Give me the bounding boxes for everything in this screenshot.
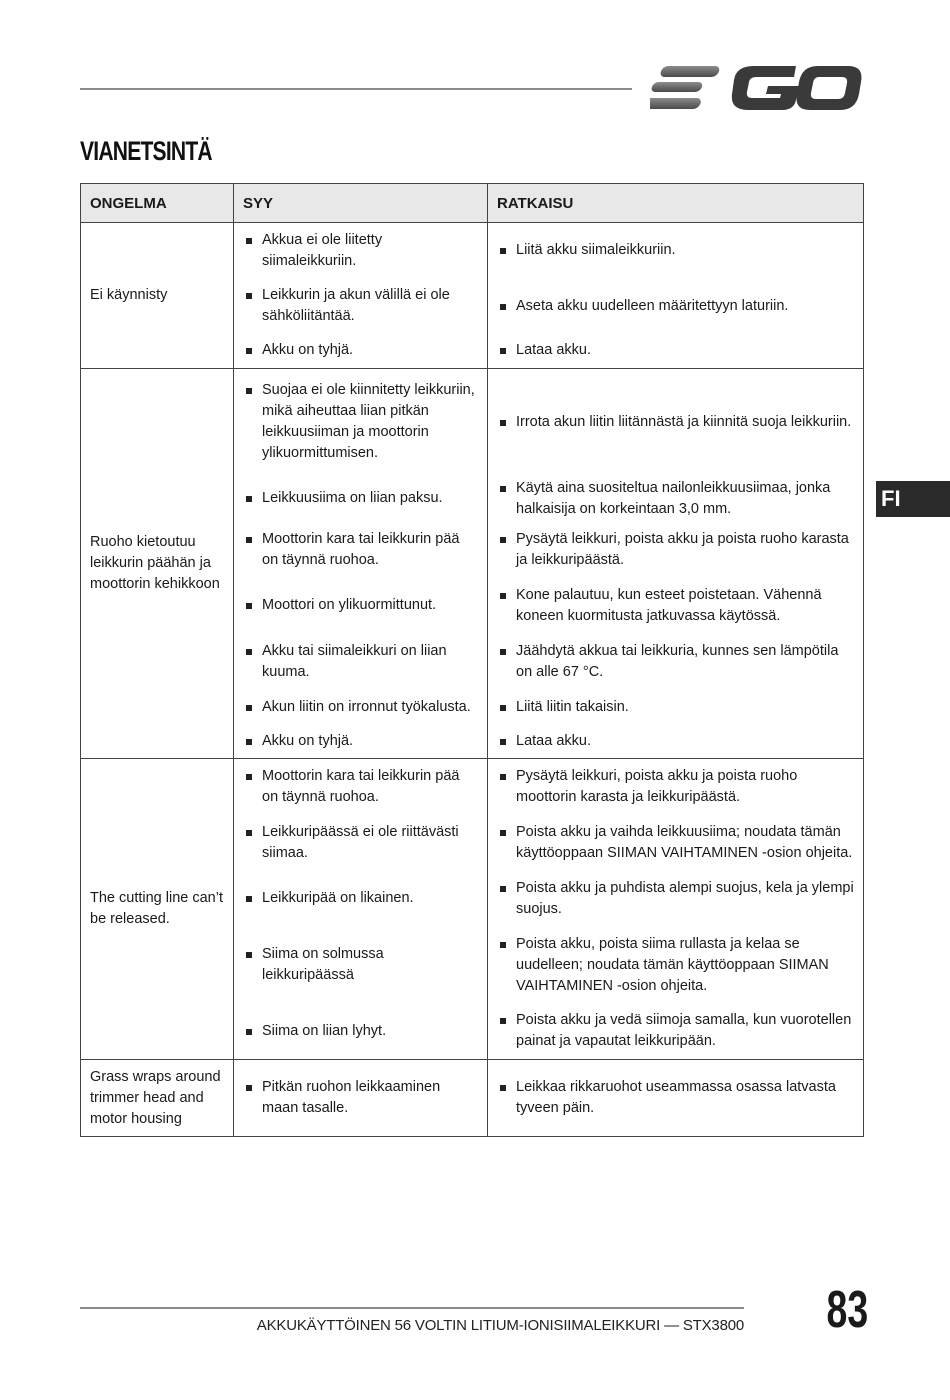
cause-item	[234, 731, 487, 752]
cause-item	[234, 822, 487, 864]
cause-cell	[234, 578, 488, 634]
solution-item	[488, 585, 863, 627]
cause-cell	[234, 927, 488, 1004]
solution-cell	[488, 871, 864, 927]
cause-item	[234, 529, 487, 571]
bullet-icon	[500, 739, 506, 745]
solution-text: Liitä akku siimaleikkuriin.	[516, 242, 676, 259]
solution-cell	[488, 690, 864, 725]
bullet-icon	[246, 293, 252, 299]
bullet-icon	[246, 1029, 252, 1035]
bullet-icon	[500, 942, 506, 948]
cause-text: Akun liitin on irronnut työkalusta.	[262, 698, 471, 715]
solution-item	[488, 296, 863, 317]
footer-rule	[80, 1307, 744, 1309]
cause-cell	[234, 634, 488, 690]
solution-item	[488, 697, 863, 718]
cause-cell	[234, 1060, 488, 1137]
solution-cell	[488, 927, 864, 1004]
solution-item	[488, 478, 863, 520]
problem-cell: Ei käynnisty	[81, 223, 234, 369]
solution-text: Poista akku, poista siima rullasta ja kelaa se uudelleen; noudata tämän käyttöoppaan SIIMAN VAIHTAMINEN -osion ohjeita.	[516, 935, 829, 994]
cause-text: Akku on tyhjä.	[262, 732, 354, 749]
solution-cell	[488, 334, 864, 369]
cause-item	[234, 380, 487, 464]
bullet-icon	[500, 593, 506, 599]
table-row	[81, 223, 864, 279]
solution-item	[488, 878, 863, 920]
bullet-icon	[246, 238, 252, 244]
cause-text: Akku tai siimaleikkuri on liian kuuma.	[262, 642, 447, 680]
bullet-icon	[500, 774, 506, 780]
bullet-icon	[246, 603, 252, 609]
cause-cell	[234, 279, 488, 334]
bullet-icon	[500, 420, 506, 426]
cause-cell	[234, 1004, 488, 1060]
solution-item	[488, 822, 863, 864]
problem-cell: The cutting line can’t be released.	[81, 759, 234, 1060]
section-title: VIANETSINTÄ	[80, 136, 212, 166]
footer-title: AKKUKÄYTTÖINEN 56 VOLTIN LITIUM-IONISIIMALEIKKURI — STX3800	[256, 1317, 744, 1334]
solution-text: Lataa akku.	[516, 732, 591, 749]
bullet-icon	[246, 705, 252, 711]
cause-text: Siima on liian lyhyt.	[262, 1022, 387, 1039]
cause-item	[234, 641, 487, 683]
solution-cell	[488, 578, 864, 634]
solution-item	[488, 731, 863, 752]
solution-cell	[488, 1060, 864, 1137]
cause-cell	[234, 334, 488, 369]
solution-item	[488, 1010, 863, 1052]
solution-text: Irrota akun liitin liitännästä ja kiinnitä suoja leikkuriin.	[516, 413, 852, 430]
bullet-icon	[500, 649, 506, 655]
cause-text: Moottori on ylikuormittunut.	[262, 597, 437, 613]
bullet-icon	[500, 705, 506, 711]
page-number: 83	[826, 1281, 869, 1339]
solution-item	[488, 1077, 863, 1119]
cause-item	[234, 285, 487, 327]
bullet-icon	[246, 774, 252, 780]
cause-text: Leikkuripäässä ei ole riittävästi siimaa.	[262, 823, 459, 861]
cause-text: Suojaa ei ole kiinnitetty leikkuriin, mikä aiheuttaa liian pitkän leikkuusiiman ja moottorin ylikuormittumisen.	[262, 382, 475, 462]
problem-cell: Ruoho kietoutuu leikkurin päähän ja moottorin kehikkoon	[81, 369, 234, 759]
cause-cell	[234, 522, 488, 578]
language-tab: FI	[876, 481, 950, 517]
cause-item	[234, 697, 487, 718]
solution-text: Käytä aina suositeltua nailonleikkuusiimaa, jonka halkaisija on korkeintaan 3,0 mm.	[516, 479, 831, 517]
column-header-cause: SYY	[234, 184, 488, 223]
cause-item	[234, 1077, 487, 1119]
bullet-icon	[246, 496, 252, 502]
solution-text: Poista akku ja vaihda leikkuusiima; noudata tämän käyttöoppaan SIIMAN VAIHTAMINEN -osion ohjeita.	[516, 823, 853, 861]
solution-item	[488, 340, 863, 361]
solution-text: Lataa akku.	[516, 342, 591, 359]
table-row	[81, 1060, 864, 1137]
bullet-icon	[246, 388, 252, 394]
troubleshooting-table	[80, 183, 864, 1137]
solution-item	[488, 529, 863, 571]
ego-logo-icon	[650, 62, 862, 114]
cause-item	[234, 595, 487, 616]
bullet-icon	[500, 248, 506, 254]
table-row	[81, 369, 864, 476]
problem-cell: Grass wraps around trimmer head and motor housing	[81, 1060, 234, 1137]
bullet-icon	[500, 537, 506, 543]
cause-text: Leikkuripää on likainen.	[262, 890, 414, 906]
solution-cell	[488, 223, 864, 279]
cause-cell	[234, 476, 488, 522]
solution-item	[488, 240, 863, 261]
table-header-row	[81, 184, 864, 223]
solution-cell	[488, 279, 864, 334]
solution-cell	[488, 369, 864, 476]
cause-cell	[234, 759, 488, 815]
solution-cell	[488, 815, 864, 871]
cause-item	[234, 766, 487, 808]
solution-cell	[488, 725, 864, 759]
cause-cell	[234, 725, 488, 759]
cause-cell	[234, 871, 488, 927]
solution-item	[488, 766, 863, 808]
cause-text: Leikkuusiima on liian paksu.	[262, 490, 443, 506]
cause-text: Moottorin kara tai leikkurin pää on täynnä ruohoa.	[262, 767, 460, 805]
cause-cell	[234, 369, 488, 476]
bullet-icon	[500, 830, 506, 836]
solution-text: Aseta akku uudelleen määritettyyn laturiin.	[516, 297, 789, 314]
bullet-icon	[246, 348, 252, 354]
cause-item	[234, 944, 487, 986]
solution-item	[488, 934, 863, 997]
solution-text: Pysäytä leikkuri, poista akku ja poista ruoho karasta ja leikkuripäästä.	[516, 530, 849, 568]
cause-text: Akkua ei ole liitetty siimaleikkuriin.	[262, 231, 383, 269]
header-rule	[80, 88, 632, 90]
cause-text: Pitkän ruohon leikkaaminen maan tasalle.	[262, 1079, 441, 1116]
solution-cell	[488, 476, 864, 522]
cause-text: Siima on solmussa leikkuripäässä	[262, 946, 384, 983]
solution-text: Jäähdytä akkua tai leikkuria, kunnes sen lämpötila on alle 67 °C.	[516, 642, 839, 680]
bullet-icon	[500, 486, 506, 492]
bullet-icon	[246, 739, 252, 745]
solution-text: Liitä liitin takaisin.	[516, 698, 629, 715]
bullet-icon	[500, 1085, 506, 1091]
bullet-icon	[500, 886, 506, 892]
solution-text: Pysäytä leikkuri, poista akku ja poista ruoho moottorin karasta ja leikkuripäästä.	[516, 767, 798, 805]
solution-item	[488, 412, 863, 433]
bullet-icon	[500, 1018, 506, 1024]
cause-cell	[234, 223, 488, 279]
cause-text: Leikkurin ja akun välillä ei ole sähköliitäntää.	[262, 287, 450, 324]
solution-cell	[488, 759, 864, 815]
table-row	[81, 759, 864, 815]
bullet-icon	[246, 537, 252, 543]
solution-cell	[488, 1004, 864, 1060]
cause-item	[234, 230, 487, 272]
cause-cell	[234, 815, 488, 871]
solution-item	[488, 641, 863, 683]
bullet-icon	[246, 896, 252, 902]
column-header-solution: RATKAISU	[488, 184, 864, 223]
bullet-icon	[500, 304, 506, 310]
cause-item	[234, 488, 487, 509]
bullet-icon	[246, 649, 252, 655]
solution-text: Poista akku ja puhdista alempi suojus, kela ja ylempi suojus.	[516, 879, 854, 917]
solution-text: Leikkaa rikkaruohot useammassa osassa latvasta tyveen päin.	[516, 1079, 836, 1116]
solution-text: Kone palautuu, kun esteet poistetaan. Vähennä koneen kuormitusta jatkuvassa käytössä.	[516, 586, 822, 624]
brand-logo	[650, 62, 862, 114]
bullet-icon	[500, 348, 506, 354]
cause-item	[234, 1021, 487, 1042]
solution-text: Poista akku ja vedä siimoja samalla, kun vuorotellen painat ja vapautat leikkuripään.	[516, 1012, 852, 1050]
solution-cell	[488, 522, 864, 578]
bullet-icon	[246, 1085, 252, 1091]
cause-text: Moottorin kara tai leikkurin pää on täynnä ruohoa.	[262, 530, 460, 568]
cause-text: Akku on tyhjä.	[262, 342, 354, 359]
cause-item	[234, 888, 487, 909]
bullet-icon	[246, 830, 252, 836]
cause-item	[234, 340, 487, 361]
column-header-problem: ONGELMA	[81, 184, 234, 223]
bullet-icon	[246, 952, 252, 958]
solution-cell	[488, 634, 864, 690]
cause-cell	[234, 690, 488, 725]
